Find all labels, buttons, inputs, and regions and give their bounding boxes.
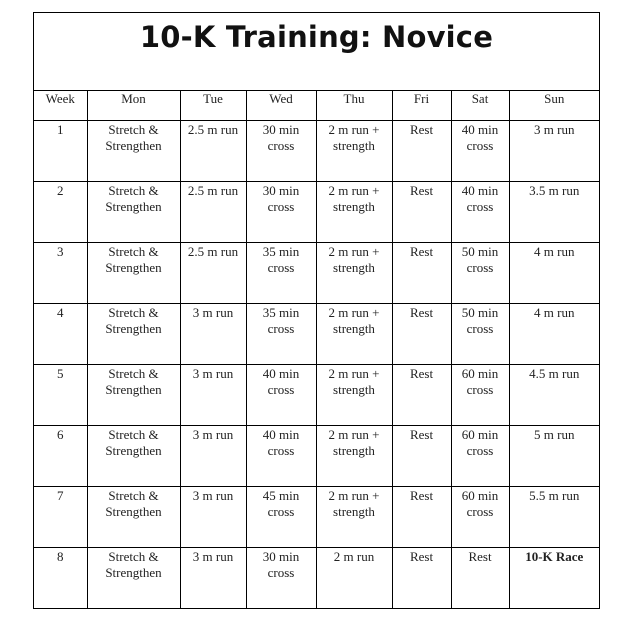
table-row: [34, 365, 599, 426]
cell-sun: [509, 548, 599, 609]
cell-text-line: 10-K Race: [525, 549, 584, 564]
cell-text-line: 2 m run +: [328, 305, 380, 320]
column-header-mon: Mon: [87, 91, 180, 121]
column-header-tue: Tue: [180, 91, 246, 121]
cell-text-line: 60 min: [461, 366, 499, 381]
cell-text-line: cross: [267, 382, 295, 397]
schedule-body: [34, 121, 599, 609]
cell-text-line: Rest: [409, 488, 434, 503]
title-box: [34, 13, 599, 91]
week-number-cell: 7: [34, 487, 87, 548]
cell-fri: [392, 121, 451, 182]
cell-thu: [316, 548, 392, 609]
cell-tue: [180, 243, 246, 304]
cell-mon: [87, 365, 180, 426]
cell-wed: [246, 121, 316, 182]
cell-thu: [316, 243, 392, 304]
cell-text-line: 3 m run: [192, 305, 234, 320]
cell-sun: [509, 121, 599, 182]
cell-text-line: cross: [466, 199, 494, 214]
cell-fri: [392, 243, 451, 304]
cell-sat: [451, 121, 509, 182]
cell-thu: [316, 365, 392, 426]
column-header-sun: Sun: [509, 91, 599, 121]
cell-text-line: Strengthen: [105, 138, 162, 153]
cell-text-line: Rest: [409, 427, 434, 442]
cell-text-line: 60 min: [461, 488, 499, 503]
cell-sun: [509, 304, 599, 365]
cell-sun: [509, 243, 599, 304]
cell-text-line: Rest: [468, 549, 492, 564]
cell-text-line: Strengthen: [105, 260, 162, 275]
cell-text-line: cross: [267, 199, 295, 214]
cell-text-line: 2.5 m run: [187, 244, 239, 259]
week-number-cell: 5: [34, 365, 87, 426]
cell-mon: [87, 243, 180, 304]
table-row: [34, 182, 599, 243]
cell-text-line: Stretch &: [108, 244, 159, 259]
cell-text-line: 2 m run +: [328, 427, 380, 442]
cell-text-line: 50 min: [461, 305, 499, 320]
cell-text-line: Stretch &: [108, 488, 159, 503]
cell-text-line: 4 m run: [534, 244, 575, 259]
cell-text-line: Stretch &: [108, 122, 159, 137]
week-number-cell: 1: [34, 121, 87, 182]
cell-text-line: Rest: [409, 183, 434, 198]
cell-mon: [87, 487, 180, 548]
cell-text-line: 3.5 m run: [529, 183, 580, 198]
cell-tue: [180, 182, 246, 243]
cell-text-line: 4 m run: [534, 305, 575, 320]
cell-text-line: strength: [333, 199, 375, 214]
cell-thu: [316, 182, 392, 243]
cell-wed: [246, 243, 316, 304]
cell-tue: [180, 121, 246, 182]
cell-text-line: cross: [267, 504, 295, 519]
table-row: [34, 426, 599, 487]
cell-text-line: Stretch &: [108, 549, 159, 564]
cell-text-line: cross: [466, 321, 494, 336]
cell-text-line: 35 min: [262, 244, 300, 259]
cell-text-line: 3 m run: [192, 549, 234, 564]
table-row: [34, 548, 599, 609]
cell-mon: [87, 121, 180, 182]
cell-mon: [87, 304, 180, 365]
column-header-thu: Thu: [316, 91, 392, 121]
cell-text-line: 3 m run: [192, 366, 234, 381]
cell-text-line: cross: [267, 321, 295, 336]
cell-text-line: 60 min: [461, 427, 499, 442]
cell-text-line: 40 min: [262, 366, 300, 381]
page-title: 10-K Training: Novice: [139, 20, 494, 54]
table-row: [34, 243, 599, 304]
week-number-cell: 6: [34, 426, 87, 487]
cell-wed: [246, 304, 316, 365]
cell-text-line: 5.5 m run: [529, 488, 580, 503]
cell-sun: [509, 487, 599, 548]
cell-text-line: Stretch &: [108, 183, 159, 198]
column-header-wed: Wed: [246, 91, 316, 121]
cell-text-line: Strengthen: [105, 565, 162, 580]
cell-thu: [316, 487, 392, 548]
cell-sat: [451, 426, 509, 487]
cell-text-line: 45 min: [262, 488, 300, 503]
cell-text-line: Strengthen: [105, 504, 162, 519]
table-row: [34, 304, 599, 365]
table-row: [34, 121, 599, 182]
column-header-fri: Fri: [392, 91, 451, 121]
cell-fri: [392, 548, 451, 609]
cell-text-line: cross: [267, 138, 295, 153]
cell-sat: [451, 365, 509, 426]
cell-fri: [392, 426, 451, 487]
cell-mon: [87, 426, 180, 487]
cell-thu: [316, 304, 392, 365]
cell-text-line: strength: [333, 443, 375, 458]
cell-text-line: 2 m run +: [328, 244, 380, 259]
week-number-cell: 8: [34, 548, 87, 609]
cell-mon: [87, 182, 180, 243]
cell-text-line: 30 min: [262, 183, 300, 198]
schedule-table: [34, 91, 599, 609]
cell-text-line: cross: [466, 443, 494, 458]
cell-text-line: cross: [267, 565, 295, 580]
cell-text-line: Rest: [409, 122, 434, 137]
cell-text-line: Rest: [409, 366, 434, 381]
cell-sat: [451, 487, 509, 548]
cell-text-line: 3 m run: [192, 427, 234, 442]
cell-text-line: 50 min: [461, 244, 499, 259]
cell-text-line: Stretch &: [108, 427, 159, 442]
cell-sun: [509, 182, 599, 243]
cell-text-line: Strengthen: [105, 443, 162, 458]
cell-tue: [180, 487, 246, 548]
cell-wed: [246, 487, 316, 548]
cell-tue: [180, 365, 246, 426]
cell-text-line: Rest: [409, 244, 434, 259]
cell-text-line: 2.5 m run: [187, 122, 239, 137]
cell-sat: [451, 548, 509, 609]
cell-text-line: 2.5 m run: [187, 183, 239, 198]
table-row: [34, 487, 599, 548]
cell-text-line: 40 min: [461, 122, 499, 137]
cell-wed: [246, 365, 316, 426]
cell-text-line: 40 min: [262, 427, 300, 442]
cell-text-line: strength: [333, 321, 375, 336]
cell-tue: [180, 548, 246, 609]
cell-text-line: Stretch &: [108, 366, 159, 381]
cell-text-line: 2 m run +: [328, 488, 380, 503]
week-number-cell: 3: [34, 243, 87, 304]
cell-thu: [316, 121, 392, 182]
cell-text-line: cross: [466, 260, 494, 275]
cell-text-line: strength: [333, 504, 375, 519]
cell-text-line: cross: [267, 443, 295, 458]
header-row: [34, 91, 599, 121]
cell-fri: [392, 487, 451, 548]
cell-text-line: Strengthen: [105, 382, 162, 397]
cell-text-line: 3 m run: [192, 488, 234, 503]
cell-text-line: Rest: [409, 305, 434, 320]
cell-text-line: 40 min: [461, 183, 499, 198]
cell-fri: [392, 304, 451, 365]
cell-text-line: cross: [466, 138, 494, 153]
column-header-sat: Sat: [451, 91, 509, 121]
cell-text-line: 2 m run +: [328, 122, 380, 137]
cell-text-line: strength: [333, 382, 375, 397]
cell-thu: [316, 426, 392, 487]
cell-text-line: cross: [267, 260, 295, 275]
cell-text-line: 30 min: [262, 549, 300, 564]
cell-text-line: Rest: [409, 549, 434, 564]
cell-text-line: Strengthen: [105, 199, 162, 214]
cell-text-line: cross: [466, 504, 494, 519]
cell-wed: [246, 182, 316, 243]
cell-mon: [87, 548, 180, 609]
cell-text-line: cross: [466, 382, 494, 397]
cell-sun: [509, 365, 599, 426]
cell-text-line: 3 m run: [534, 122, 575, 137]
column-header-week: Week: [34, 91, 87, 121]
cell-fri: [392, 365, 451, 426]
cell-text-line: Stretch &: [108, 305, 159, 320]
week-number-cell: 2: [34, 182, 87, 243]
cell-text-line: 2 m run: [333, 549, 375, 564]
cell-sat: [451, 304, 509, 365]
training-plan-document: [33, 12, 600, 609]
cell-text-line: 2 m run +: [328, 183, 380, 198]
cell-text-line: 30 min: [262, 122, 300, 137]
cell-tue: [180, 426, 246, 487]
cell-tue: [180, 304, 246, 365]
cell-wed: [246, 548, 316, 609]
cell-sun: [509, 426, 599, 487]
cell-sat: [451, 182, 509, 243]
cell-wed: [246, 426, 316, 487]
cell-text-line: strength: [333, 260, 375, 275]
cell-text-line: 5 m run: [534, 427, 575, 442]
cell-text-line: 35 min: [262, 305, 300, 320]
cell-fri: [392, 182, 451, 243]
cell-sat: [451, 243, 509, 304]
cell-text-line: Strengthen: [105, 321, 162, 336]
cell-text-line: 4.5 m run: [529, 366, 580, 381]
week-number-cell: 4: [34, 304, 87, 365]
cell-text-line: strength: [333, 138, 375, 153]
cell-text-line: 2 m run +: [328, 366, 380, 381]
